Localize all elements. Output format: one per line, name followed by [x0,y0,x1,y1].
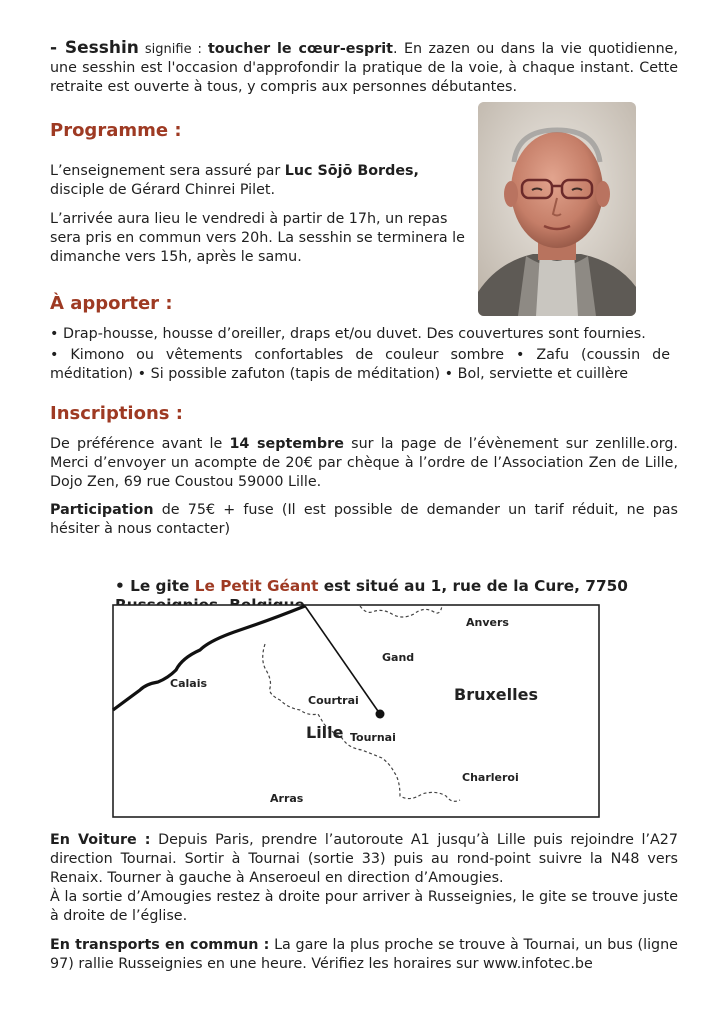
directions-car [50,831,678,926]
car-paragraph-2: À la sortie d’Amougies restez à droite pour arriver à Russeignies, le gite se trouve juste à droite de l’église. [50,889,678,924]
city-bruxelles: Bruxelles [454,685,538,704]
gite-pre: • Le gite [115,577,195,595]
apporter-line-2: • Kimono ou vêtements confortables de couleur sombre • Zafu (coussin de méditation) • Si possible zafuton (tapis de méditation) • Bol, serviette et cuillère [50,347,670,382]
inscriptions-p1-pre: De préférence avant le [50,436,230,452]
portrait-image [478,102,636,316]
city-anvers: Anvers [466,616,509,629]
programme-p1-post: disciple de Gérard Chinrei Pilet. [50,182,276,198]
intro-bold: toucher le cœur-esprit [207,41,393,57]
programme-p1-pre: L’enseignement sera assuré par [50,163,285,179]
apporter-line-1: • Drap-housse, housse d’oreiller, draps et/ou duvet. Des couvertures sont fournies. [50,326,646,342]
car-text: Depuis Paris, prendre l’autoroute A1 jusqu’à Lille puis rejoindre l’A27 direction Tournai. Sortir à Tournai (sortie 33) puis au rond-point suivre la N48 vers Renaix. Tourner à gauche à Anseroeul en direction d’Amougies. [50,832,678,886]
intro-signifie: signifie : [138,42,208,57]
intro-paragraph [50,39,678,97]
participation-label: Participation [50,502,154,518]
transport-text: La gare la plus proche se trouve à Tournai, un bus (ligne 97) rallie Russeignies en une heure. Vérifiez les horaires sur www.infotec.be [50,937,678,972]
inscriptions-heading: Inscriptions : [50,403,183,424]
programme-heading: Programme : [50,120,182,141]
city-arras: Arras [270,792,304,805]
car-paragraph-1 [50,831,678,888]
directions-transport [50,936,678,974]
teacher-name: Luc Sōjō Bordes, [284,163,419,179]
transport-label: En transports en commun : [50,937,270,953]
participation-paragraph [50,501,678,539]
deadline-date: 14 septembre [229,436,344,452]
participation-text: de 75€ + fuse (Il est possible de demander un tarif réduit, ne pas hésiter à nous contacter) [50,502,678,537]
location-map [110,598,602,820]
teacher-portrait [478,102,636,316]
programme-teacher [50,162,470,200]
city-charleroi: Charleroi [462,771,519,784]
programme-schedule: L’arrivée aura lieu le vendredi à partir de 17h, un repas sera pris en commun vers 20h. La sesshin se terminera le dimanche vers 15h, après le samu. [50,211,465,265]
city-tournai: Tournai [350,731,396,744]
city-calais: Calais [170,677,208,690]
intro-lead: - Sesshin [50,38,139,58]
car-label: En Voiture : [50,832,151,848]
gite-name: Le Petit Géant [194,577,319,595]
city-courtrai: Courtrai [308,694,359,707]
intro-rest: . En zazen ou dans la vie quotidienne, une sesshin est l'occasion d'approfondir la pratique de la voie, à chaque instant. Cette retraite est ouverte à tous, y compris aux personnes débutantes. [50,41,679,95]
inscriptions-paragraph [50,435,678,492]
city-gand: Gand [382,651,415,664]
gite-location-dot [376,710,385,719]
city-lille: Lille [306,723,344,742]
gite-post: est situé au 1, rue de la Cure, 7750 [323,577,628,595]
inscriptions-p1-post: sur la page de l’évènement sur zenlille.org. Merci d’envoyer un acompte de 20€ par chèque à l’ordre de l’Association Zen de Lille, Dojo Zen, 69 rue Coustou 59000 Lille. [50,436,678,490]
apporter-heading: À apporter : [50,293,173,314]
map-frame [113,605,599,817]
